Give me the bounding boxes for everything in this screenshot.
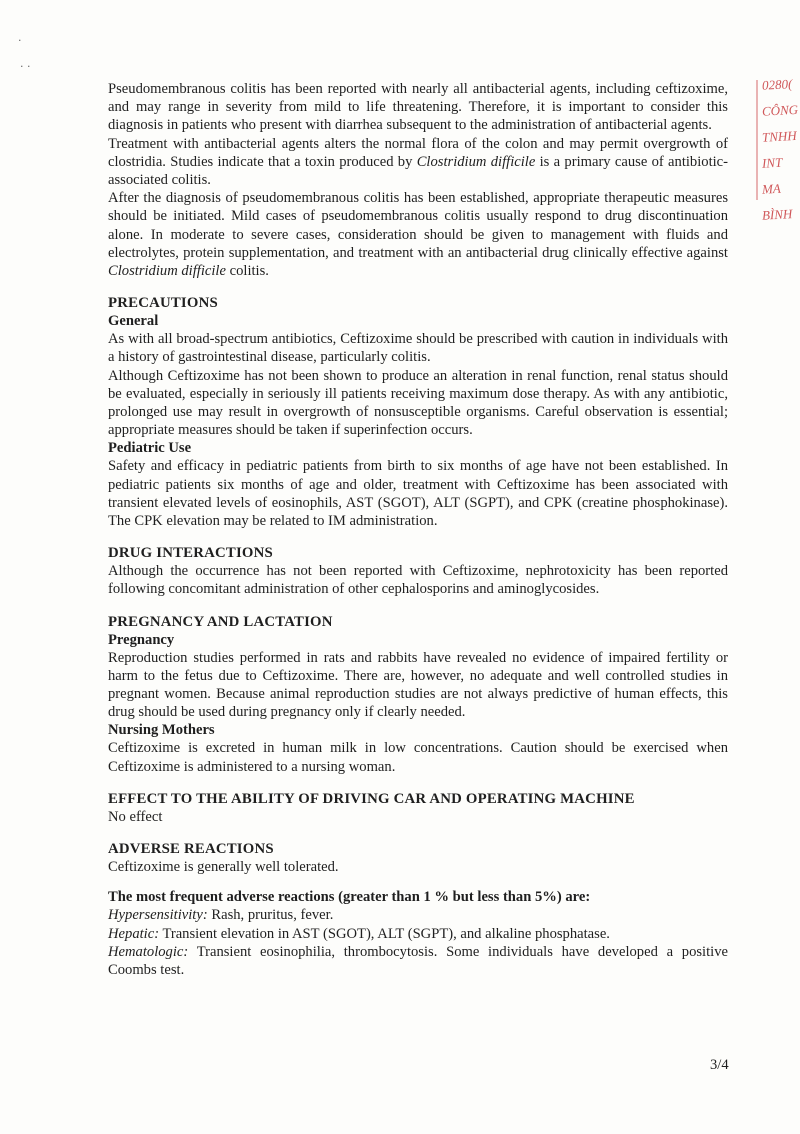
section-heading-interactions: DRUG INTERACTIONS [108, 545, 273, 562]
section-heading-adverse: ADVERSE REACTIONS [108, 841, 274, 858]
subheading-general: General [108, 313, 159, 330]
paragraph: Safety and efficacy in pediatric patients from birth to six months of age have not been established. In pediatric patients six months of age and older, treatment with Ceftizoxime has been associated with transient elevated levels of eosinophils, AST (SGOT), ALT (SGPT), and CPK (creatine phosphokinase). The CPK elevation may be related to IM administration. [108, 458, 728, 530]
stamp-text: CÔNG [761, 101, 799, 119]
stamp-text: 0280( [761, 76, 793, 93]
frequent-reactions-heading: The most frequent adverse reactions (greater than 1 % but less than 5%) are: [108, 889, 591, 906]
section-heading-precautions: PRECAUTIONS [108, 295, 218, 312]
intro-paragraph: Treatment with antibacterial agents alters the normal flora of the colon and may permit overgrowth of clostridia. Studies indicate that a toxin produced by Clostridium difficile is a primary cause of antibiotic-associated colitis. [108, 135, 729, 189]
paragraph: As with all broad-spectrum antibiotics, Ceftizoxime should be prescribed with caution in individuals with a history of gastrointestinal disease, particularly colitis. [108, 331, 728, 366]
paragraph: Although the occurrence has not been reported with Ceftizoxime, nephrotoxicity has been reported following concomitant administration of other cephalosporins and aminoglycosides. [108, 563, 728, 598]
red-stamp-fragment [752, 72, 800, 223]
paragraph: Ceftizoxime is excreted in human milk in low concentrations. Caution should be exercised when Ceftizoxime is administered to a nursing woman. [108, 740, 728, 775]
subheading-nursing: Nursing Mothers [108, 722, 215, 739]
scan-speck: · [18, 34, 22, 47]
reaction-hematologic: Hematologic: Transient eosinophilia, thrombocytosis. Some individuals have developed a positive Coombs test. [108, 943, 728, 978]
intro-paragraph: After the diagnosis of pseudomembranous colitis has been established, appropriate therapeutic measures should be initiated. Mild cases of pseudomembranous colitis usually respond to drug discontinuation alone. In moderate to severe cases, consideration should be given to management with fluids and electrolytes, protein supplementation, and treatment with an antibacterial drug clinically effective against Clostridium difficile colitis. [108, 190, 728, 280]
subheading-pregnancy: Pregnancy [108, 631, 175, 648]
subheading-pediatric: Pediatric Use [108, 440, 192, 457]
paragraph: No effect [108, 808, 163, 825]
section-heading-driving: EFFECT TO THE ABILITY OF DRIVING CAR AND OPERATING MACHINE [108, 790, 635, 807]
stamp-text: BÌNH [761, 206, 793, 223]
intro-paragraph: Pseudomembranous colitis has been reported with nearly all antibacterial agents, including ceftizoxime, and may range in severity from mild to life threatening. Therefore, it is important to consider this diagnosis in patients who present with diarrhea subsequent to the administration of antibacterial agents. [108, 81, 728, 134]
stamp-text: INT [761, 154, 783, 171]
paragraph: Reproduction studies performed in rats and rabbits have revealed no evidence of impaired fertility or harm to the fetus due to Ceftizoxime. There are, however, no adequate and well controlled studies in pregnant women. Because animal reproduction studies are not always predictive of human effects, this drug should be used during pregnancy only if clearly needed. [108, 649, 728, 721]
page-number: 3/4 [710, 1057, 729, 1073]
paragraph: Ceftizoxime is generally well tolerated. [108, 859, 339, 876]
document-body [108, 80, 728, 979]
reaction-hypersensitivity: Hypersensitivity: Rash, pruritus, fever. [108, 907, 334, 924]
reaction-hepatic: Hepatic: Transient elevation in AST (SGOT), ALT (SGPT), and alkaline phosphatase. [108, 925, 610, 942]
paragraph: Although Ceftizoxime has not been shown to produce an alteration in renal function, renal status should be evaluated, especially in seriously ill patients receiving maximum dose therapy. As with any antibiotic, prolonged use may result in overgrowth of nonsusceptible organisms. Careful observation is essential; appropriate measures should be taken if superinfection occurs. [108, 367, 728, 439]
section-heading-pregnancy: PREGNANCY AND LACTATION [108, 613, 333, 630]
stamp-text: TNHH [761, 127, 798, 145]
stamp-text: MA [761, 180, 782, 197]
scan-speck: · · [20, 60, 31, 73]
